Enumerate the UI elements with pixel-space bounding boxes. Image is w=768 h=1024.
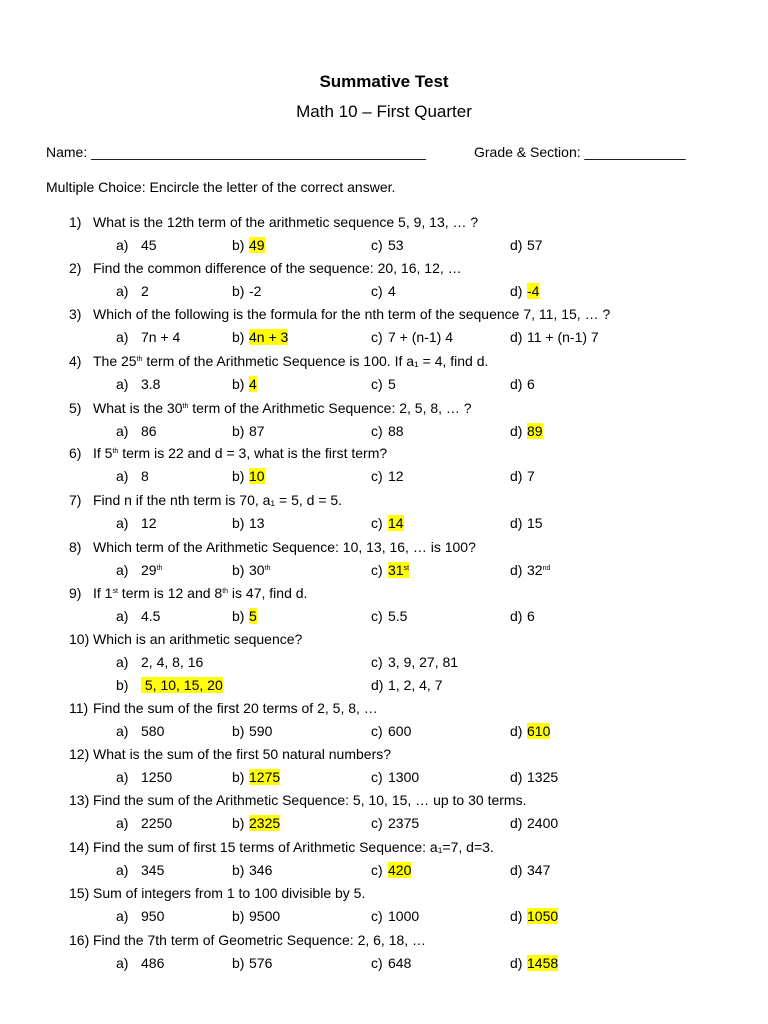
question-number: 14) [69,839,90,855]
option-letter: a) [116,468,129,484]
question-7 [69,492,342,508]
option-letter: d) [510,515,523,531]
option-value: 30th [249,562,271,578]
option-value-highlighted: 420 [388,862,412,878]
question-3 [69,306,610,322]
option-letter: c) [371,608,383,624]
option-letter: b) [232,468,245,484]
question-15 [69,885,365,901]
option-letter: c) [371,283,383,299]
question-text: The 25th term of the Arithmetic Sequence is 100. If a₁ = 4, find d. [93,353,489,369]
ordinal-suffix: th [156,565,163,572]
option-letter: b) [232,769,245,785]
option-letter: c) [371,815,383,831]
option-value: 2250 [141,815,173,831]
question-4 [69,353,488,369]
question-6 [69,445,387,461]
ordinal-suffix: th [136,356,143,363]
option-value: 15 [527,515,543,531]
option-d[interactable] [510,723,550,739]
ordinal-suffix: th [264,565,271,572]
question-text: Find the 7th term of Geometric Sequence: 2, 6, 18, … [93,932,427,948]
option-a[interactable] [116,608,160,624]
option-c[interactable] [371,423,404,439]
option-value: 345 [141,862,165,878]
option-letter: a) [116,955,129,971]
option-value: 1, 2, 4, 7 [388,677,443,693]
option-letter: d) [510,376,523,392]
option-a[interactable] [116,955,164,971]
option-letter: c) [371,237,383,253]
question-text: What is the 12th term of the arithmetic sequence 5, 9, 13, … ? [93,214,479,230]
option-b[interactable] [232,423,265,439]
option-letter: a) [116,376,129,392]
option-letter: c) [371,376,383,392]
question-13 [69,792,526,808]
option-value: 3, 9, 27, 81 [388,654,459,670]
option-value: 11 + (n-1) 7 [527,329,599,345]
option-value: 86 [141,423,157,439]
option-a[interactable] [116,329,180,345]
option-value: 6 [527,608,535,624]
option-letter: c) [371,329,383,345]
option-b[interactable] [232,908,280,924]
option-value: 950 [141,908,165,924]
option-d[interactable] [510,376,535,392]
option-value: 347 [527,862,551,878]
question-12 [69,746,391,762]
option-d[interactable] [510,769,558,785]
option-b[interactable] [232,769,280,785]
option-c[interactable] [371,468,404,484]
option-value-highlighted: 49 [249,237,265,253]
option-value-highlighted: 31st [388,562,410,578]
option-b[interactable] [232,862,272,878]
option-b[interactable] [232,329,288,345]
option-d[interactable] [510,908,558,924]
option-value: 600 [388,723,412,739]
option-b[interactable] [232,515,265,531]
option-letter: d) [510,815,523,831]
option-letter: d) [510,862,523,878]
option-letter: a) [116,769,129,785]
option-d[interactable] [510,815,558,831]
option-letter: a) [116,723,129,739]
option-b[interactable] [232,376,257,392]
option-d[interactable] [371,677,442,693]
option-a[interactable] [116,515,157,531]
ordinal-suffix: st [112,588,118,595]
option-c[interactable] [371,955,411,971]
option-letter: a) [116,329,129,345]
option-value: 590 [249,723,273,739]
option-value-highlighted: 5 [249,608,257,624]
question-number: 7) [69,492,82,508]
option-c[interactable] [371,329,453,345]
question-number: 2) [69,260,82,276]
option-letter: b) [232,283,245,299]
question-text: What is the sum of the first 50 natural numbers? [93,746,392,762]
option-letter: a) [116,908,129,924]
option-value: 7n + 4 [141,329,181,345]
option-letter: d) [510,468,523,484]
option-value: 87 [249,423,265,439]
option-a[interactable] [116,237,157,253]
question-number: 4) [69,353,82,369]
option-letter: d) [510,423,523,439]
option-value: 2, 4, 8, 16 [141,654,204,670]
option-a[interactable] [116,908,164,924]
option-d[interactable] [510,608,535,624]
option-a[interactable] [116,815,172,831]
option-a[interactable] [116,562,162,578]
option-letter: d) [510,769,523,785]
ordinal-suffix: th [182,403,189,410]
option-b[interactable] [232,283,261,299]
option-value: 580 [141,723,165,739]
question-number: 11) [69,700,89,716]
option-value: 1300 [388,769,420,785]
option-value: 2 [141,283,149,299]
option-value-highlighted: 89 [527,423,543,439]
option-letter: b) [232,608,245,624]
option-c[interactable] [371,769,419,785]
question-number: 12) [69,746,90,762]
option-letter: c) [371,955,383,971]
option-letter: b) [232,815,245,831]
option-letter: d) [510,908,523,924]
option-letter: b) [232,329,245,345]
option-d[interactable] [510,237,543,253]
option-letter: d) [510,329,523,345]
option-b[interactable] [232,608,257,624]
option-value-highlighted: 4n + 3 [249,329,289,345]
option-value: 7 [527,468,535,484]
option-d[interactable] [510,423,543,439]
question-9 [69,585,307,601]
question-number: 3) [69,306,82,322]
ordinal-suffix: th [112,448,119,455]
option-value: 648 [388,955,412,971]
question-number: 6) [69,445,82,461]
option-a[interactable] [116,283,149,299]
option-value: 88 [388,423,404,439]
option-value: 2375 [388,815,420,831]
option-c[interactable] [371,515,404,531]
option-value: 13 [249,515,265,531]
option-letter: b) [232,237,245,253]
option-letter: b) [232,955,245,971]
option-c[interactable] [371,237,404,253]
option-letter: a) [116,654,129,670]
option-letter: a) [116,815,129,831]
option-letter: c) [371,562,383,578]
option-value: 1325 [527,769,559,785]
option-c[interactable] [371,608,407,624]
option-value: 2400 [527,815,559,831]
question-text: Find n if the nth term is 70, a₁ = 5, d = 5. [93,492,343,508]
option-value-highlighted: 14 [388,515,404,531]
question-text: Find the sum of the first 20 terms of 2, 5, 8, … [93,700,378,716]
option-a[interactable] [116,468,149,484]
option-value-highlighted: 1275 [249,769,281,785]
question-text: What is the 30th term of the Arithmetic Sequence: 2, 5, 8, … ? [93,400,472,416]
option-a[interactable] [116,654,203,670]
option-letter: c) [371,423,383,439]
option-value-highlighted: 4 [249,376,257,392]
option-value: 45 [141,237,157,253]
question-16 [69,932,426,948]
option-value: 5.5 [388,608,408,624]
option-b[interactable] [232,815,280,831]
option-c[interactable] [371,376,396,392]
option-value-highlighted: 1050 [527,908,559,924]
option-letter: c) [371,862,383,878]
option-letter: d) [510,237,523,253]
ordinal-suffix: th [222,588,229,595]
option-value-highlighted: -4 [527,283,540,299]
option-value: 8 [141,468,149,484]
option-letter: b) [116,677,129,693]
option-value: 12 [388,468,404,484]
option-value-highlighted: 1458 [527,955,559,971]
option-letter: a) [116,237,129,253]
option-b[interactable] [116,677,223,693]
option-b[interactable] [232,723,272,739]
option-letter: b) [232,423,245,439]
option-a[interactable] [116,423,157,439]
option-letter: a) [116,608,129,624]
question-number: 9) [69,585,82,601]
question-text: If 1st term is 12 and 8th is 47, find d. [93,585,308,601]
question-number: 1) [69,214,82,230]
question-number: 10) [69,631,90,647]
option-value: -2 [249,283,262,299]
option-value-highlighted: 610 [527,723,551,739]
question-10 [69,631,302,647]
option-letter: c) [371,468,383,484]
option-a[interactable] [116,769,172,785]
option-d[interactable] [510,862,550,878]
option-letter: d) [510,723,523,739]
question-number: 13) [69,792,90,808]
option-value: 9500 [249,908,281,924]
option-letter: c) [371,654,383,670]
option-letter: b) [232,862,245,878]
question-text: Find the sum of first 15 terms of Arithmetic Sequence: a₁=7, d=3. [93,839,494,855]
option-value: 32nd [527,562,551,578]
option-c[interactable] [371,862,411,878]
question-text: Which term of the Arithmetic Sequence: 10, 13, 16, … is 100? [93,539,476,555]
question-text: If 5th term is 22 and d = 3, what is the first term? [93,445,388,461]
question-11 [69,700,378,716]
option-value: 1250 [141,769,173,785]
option-letter: c) [371,908,383,924]
option-letter: c) [371,769,383,785]
question-text: Sum of integers from 1 to 100 divisible by 5. [93,885,366,901]
option-letter: b) [232,376,245,392]
option-d[interactable] [510,562,550,578]
option-value: 576 [249,955,273,971]
option-value: 5 [388,376,396,392]
option-c[interactable] [371,908,419,924]
option-value-highlighted: 2325 [249,815,281,831]
option-d[interactable] [510,955,558,971]
option-value: 7 + (n-1) 4 [388,329,453,345]
question-14 [69,839,494,855]
option-value: 57 [527,237,543,253]
ordinal-suffix: st [403,565,410,572]
name-field-label: Name: ___________________________________________ [46,144,426,160]
question-1 [69,214,478,230]
option-letter: b) [232,908,245,924]
option-letter: b) [232,562,245,578]
option-letter: d) [510,283,523,299]
option-value: 12 [141,515,157,531]
option-c[interactable] [371,283,396,299]
option-c[interactable] [371,723,411,739]
option-a[interactable] [116,862,164,878]
option-letter: d) [510,955,523,971]
option-letter: a) [116,283,129,299]
page-title: Summative Test [319,72,449,91]
question-8 [69,539,476,555]
option-d[interactable] [510,329,599,345]
option-letter: c) [371,515,383,531]
option-letter: c) [371,723,383,739]
question-number: 15) [69,885,90,901]
option-letter: b) [232,723,245,739]
option-a[interactable] [116,723,164,739]
option-letter: a) [116,862,129,878]
ordinal-suffix: nd [542,565,551,572]
question-number: 5) [69,400,82,416]
option-value: 1000 [388,908,420,924]
question-2 [69,260,462,276]
option-letter: a) [116,423,129,439]
option-value: 3.8 [141,376,161,392]
option-value: 346 [249,862,273,878]
option-letter: b) [232,515,245,531]
question-number: 16) [69,932,90,948]
option-letter: a) [116,515,129,531]
question-text: Find the common difference of the sequence: 20, 16, 12, … [93,260,462,276]
option-letter: a) [116,562,129,578]
question-number: 8) [69,539,82,555]
page-subtitle: Math 10 – First Quarter [296,102,472,121]
option-d[interactable] [510,283,539,299]
option-c[interactable] [371,562,409,578]
option-letter: d) [371,677,384,693]
question-text: Find the sum of the Arithmetic Sequence: 5, 10, 15, … up to 30 terms. [93,792,527,808]
question-text: Which is an arithmetic sequence? [93,631,303,647]
instructions: Multiple Choice: Encircle the letter of the correct answer. [46,179,396,195]
option-value: 4 [388,283,396,299]
option-b[interactable] [232,955,272,971]
option-value-highlighted: 10 [249,468,265,484]
question-5 [69,400,472,416]
option-value: 6 [527,376,535,392]
option-b[interactable] [232,562,270,578]
option-value: 53 [388,237,404,253]
option-d[interactable] [510,468,535,484]
option-letter: d) [510,608,523,624]
option-c[interactable] [371,654,458,670]
option-d[interactable] [510,515,543,531]
option-value: 486 [141,955,165,971]
option-value: 29th [141,562,163,578]
option-c[interactable] [371,815,419,831]
option-value-highlighted: 5, 10, 15, 20 [141,677,223,693]
option-b[interactable] [232,468,265,484]
grade-section-field-label: Grade & Section: _____________ [474,144,686,160]
option-a[interactable] [116,376,160,392]
question-text: Which of the following is the formula for the nth term of the sequence 7, 11, 15, … ? [93,306,611,322]
option-b[interactable] [232,237,265,253]
option-value: 4.5 [141,608,161,624]
option-letter: d) [510,562,523,578]
